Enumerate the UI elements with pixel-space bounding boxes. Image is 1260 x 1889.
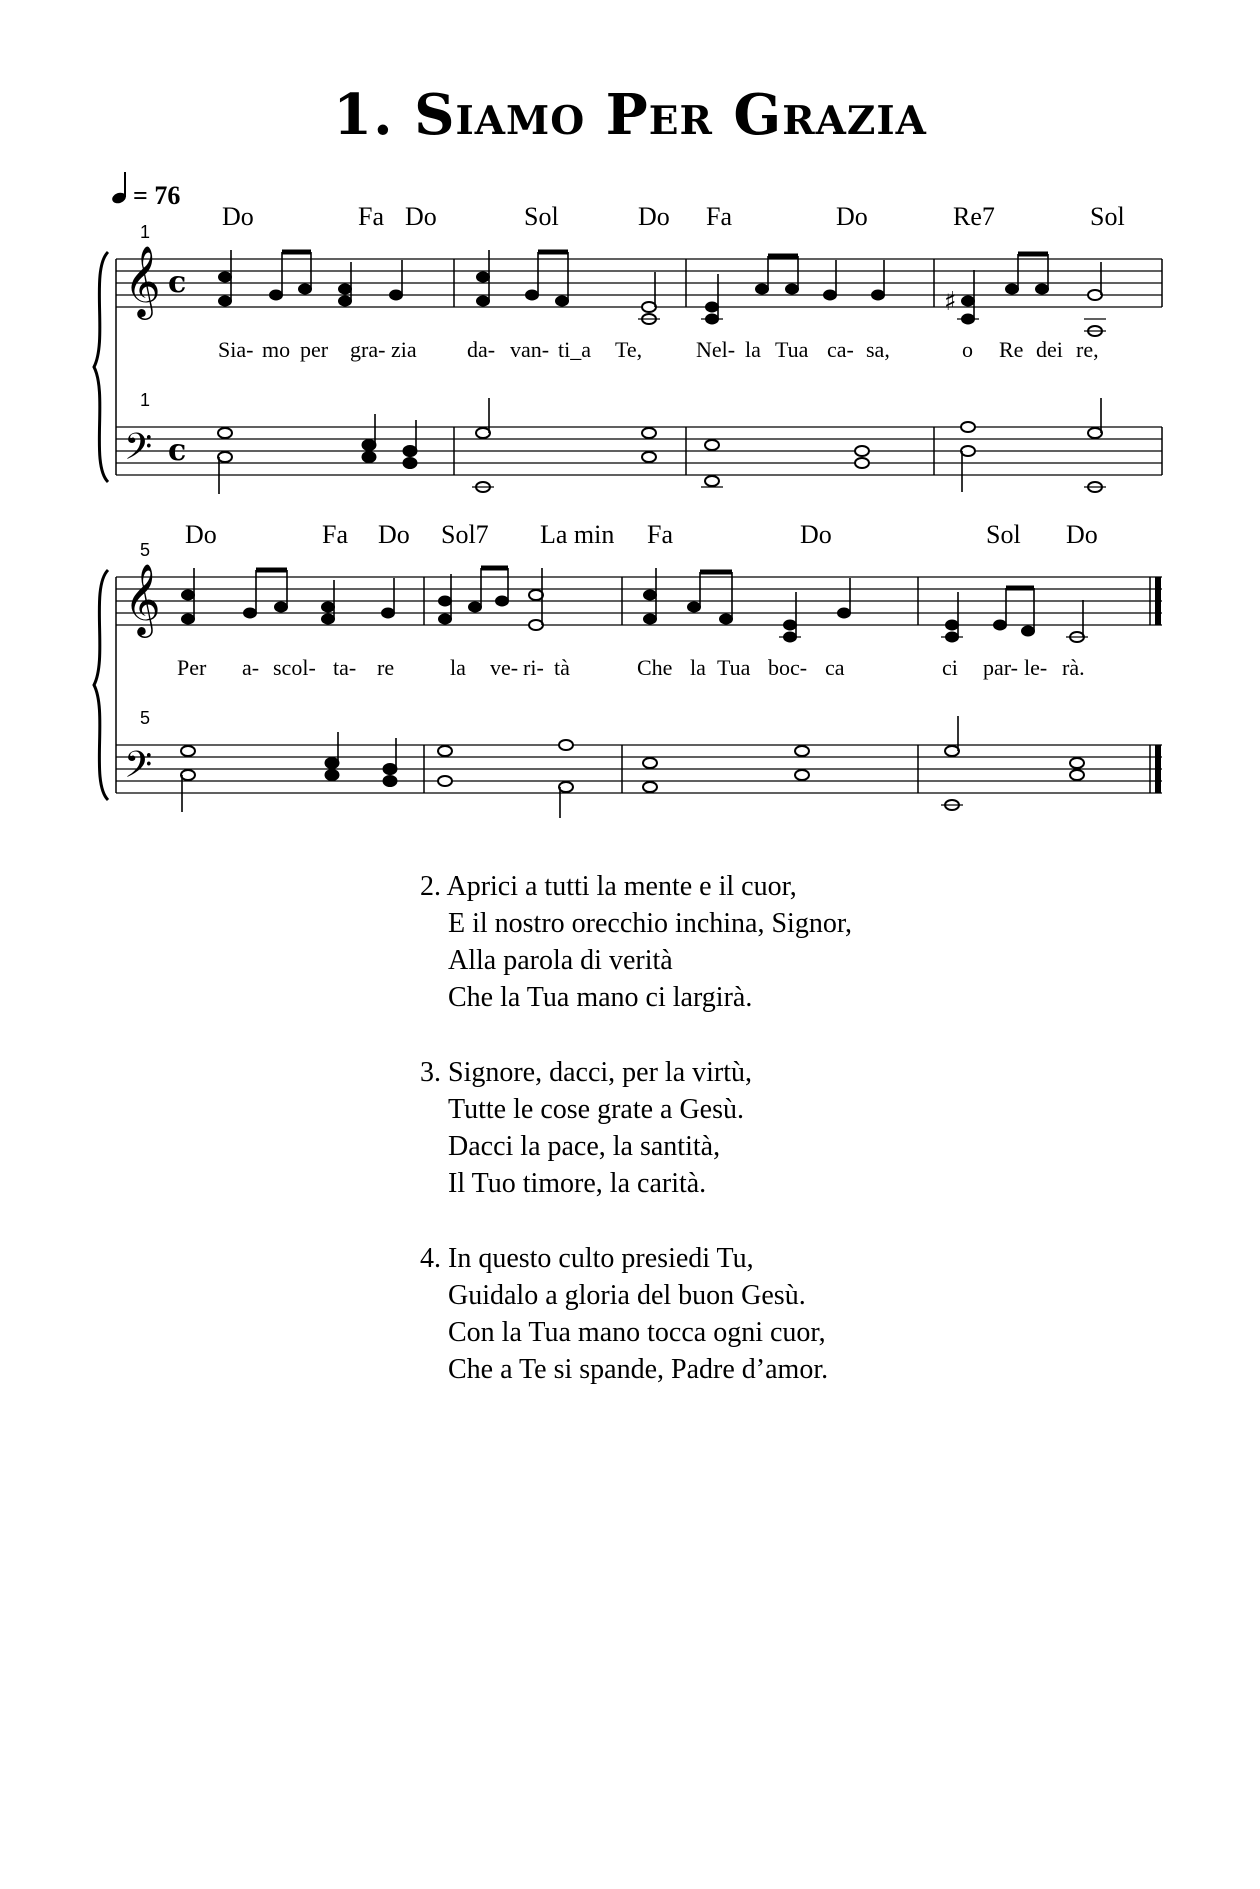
sheet-music — [0, 0, 1260, 820]
bass-clef-icon: 𝄢 — [124, 426, 153, 477]
chord-symbol: Do — [800, 520, 832, 549]
verse-text: Aprici a tutti la mente e il cuor, — [446, 871, 797, 902]
lyric-syllable: re, — [1076, 337, 1099, 362]
lyric-syllable: zia — [391, 337, 417, 362]
measure-number-bass: 1 — [140, 390, 151, 410]
lyric-syllable: a- — [242, 655, 260, 680]
verse-line: Dacci la pace, la santità, — [448, 1131, 721, 1162]
chord-symbol: La min — [540, 520, 615, 549]
verse-line: Tutte le cose grate a Gesù. — [448, 1094, 744, 1125]
lyric-syllable: Che — [637, 655, 673, 680]
treble-clef-icon: 𝄞 — [124, 562, 161, 635]
common-time-icon: c — [168, 265, 187, 300]
lyric-syllable: la — [745, 337, 761, 362]
chord-symbol: Fa — [358, 202, 384, 231]
lyric-syllable: ca — [825, 655, 845, 680]
lyric-syllable: tà — [554, 655, 570, 680]
chord-symbol: Do — [378, 520, 410, 549]
lyric-syllable: le- — [1024, 655, 1048, 680]
lyric-syllable: ca- — [827, 337, 854, 362]
bass-staff — [116, 745, 1162, 793]
treble-staff — [116, 577, 1162, 625]
chord-symbol: Re7 — [953, 202, 995, 231]
verse-number: 2. — [420, 871, 441, 902]
verse-line: Che a Te si spande, Padre d’amor. — [448, 1354, 829, 1385]
lyric-syllable: Re — [999, 337, 1024, 362]
lyric-syllable: Te, — [615, 337, 643, 362]
verse-line: Con la Tua mano tocca ogni cuor, — [448, 1317, 826, 1348]
lyric-syllable: re — [377, 655, 395, 680]
measure-number: 1 — [140, 222, 151, 242]
lyric-syllable: la — [450, 655, 466, 680]
verse-line: Guidalo a gloria del buon Gesù. — [448, 1280, 806, 1311]
brace — [94, 252, 108, 482]
verse-line: E il nostro orecchio inchina, Signor, — [448, 908, 853, 939]
verses — [420, 868, 852, 1426]
verse-2 — [420, 868, 852, 1016]
lyric-syllable: Tua — [717, 655, 751, 680]
barlines — [454, 259, 1162, 475]
chord-symbol: Sol — [986, 520, 1021, 549]
lyric-syllable: o — [962, 337, 973, 362]
verse-number: 3. — [420, 1057, 441, 1088]
tempo-marking — [111, 172, 181, 210]
lyric-syllable: mo — [262, 337, 291, 362]
lyric-syllable: ti_a — [558, 337, 591, 362]
verse-line — [420, 1240, 852, 1277]
verse-line: Alla parola di verità — [448, 945, 673, 976]
chord-symbol: Sol7 — [441, 520, 489, 549]
lyric-syllable: ci — [942, 655, 958, 680]
lyric-syllable: ta- — [333, 655, 357, 680]
lyric-syllable: boc- — [768, 655, 808, 680]
lyric-syllable: per — [300, 337, 329, 362]
lyric-syllable: rà. — [1062, 655, 1085, 680]
system-1 — [94, 202, 1162, 494]
verse-line — [420, 1054, 852, 1091]
verse-line: Che la Tua mano ci largirà. — [448, 982, 753, 1013]
verse-line — [420, 868, 852, 905]
chord-symbol: Do — [836, 202, 868, 231]
chord-symbol: Sol — [1090, 202, 1125, 231]
bass-staff — [116, 427, 1162, 475]
treble-clef-icon: 𝄞 — [124, 244, 161, 317]
tempo-text: = 76 — [133, 181, 181, 210]
chord-symbol: Fa — [706, 202, 732, 231]
chord-symbol: Do — [405, 202, 437, 231]
lyric-syllable: da- — [467, 337, 496, 362]
lyric-syllable: Sia- — [218, 337, 254, 362]
lyric-syllable: van- — [510, 337, 550, 362]
sharp-icon: ♯ — [944, 287, 957, 317]
lyric-syllable: la — [690, 655, 706, 680]
verse-line: Il Tuo timore, la carità. — [448, 1168, 707, 1199]
system-2 — [94, 520, 1162, 818]
lyric-syllable: Nel- — [696, 337, 736, 362]
chord-symbol: Do — [1066, 520, 1098, 549]
bass-clef-icon: 𝄢 — [124, 744, 153, 795]
chord-symbol: Do — [185, 520, 217, 549]
measure-number-bass: 5 — [140, 708, 151, 728]
brace — [94, 570, 108, 800]
final-barline — [1155, 745, 1161, 793]
lyric-syllable: ve- — [490, 655, 519, 680]
barlines — [424, 577, 1150, 793]
verse-text: In questo culto presiedi Tu, — [448, 1243, 754, 1274]
chord-symbol: Do — [222, 202, 254, 231]
chord-symbol: Fa — [322, 520, 348, 549]
lyric-syllable: scol- — [273, 655, 316, 680]
measure-number: 5 — [140, 540, 151, 560]
lyric-syllable: Per — [177, 655, 207, 680]
verse-text: Signore, dacci, per la virtù, — [448, 1057, 753, 1088]
bass-notes — [181, 716, 1084, 818]
chord-symbol: Do — [638, 202, 670, 231]
verse-4 — [420, 1240, 852, 1388]
chord-symbol: Sol — [524, 202, 559, 231]
verse-number: 4. — [420, 1243, 441, 1274]
lyric-syllable: gra- — [350, 337, 386, 362]
lyric-syllable: dei — [1036, 337, 1063, 362]
chord-symbol: Fa — [647, 520, 673, 549]
common-time-icon: c — [168, 433, 187, 468]
treble-notes — [182, 568, 1089, 642]
song-title: 1. Siamo Per Grazia — [333, 82, 927, 148]
verse-3 — [420, 1054, 852, 1202]
treble-notes — [219, 250, 1107, 336]
bass-notes — [218, 398, 1106, 494]
lyric-syllable: sa, — [866, 337, 890, 362]
lyric-syllable: Tua — [775, 337, 809, 362]
final-barline — [1155, 577, 1161, 625]
lyric-syllable: par- — [983, 655, 1018, 680]
lyric-syllable: ri- — [523, 655, 544, 680]
